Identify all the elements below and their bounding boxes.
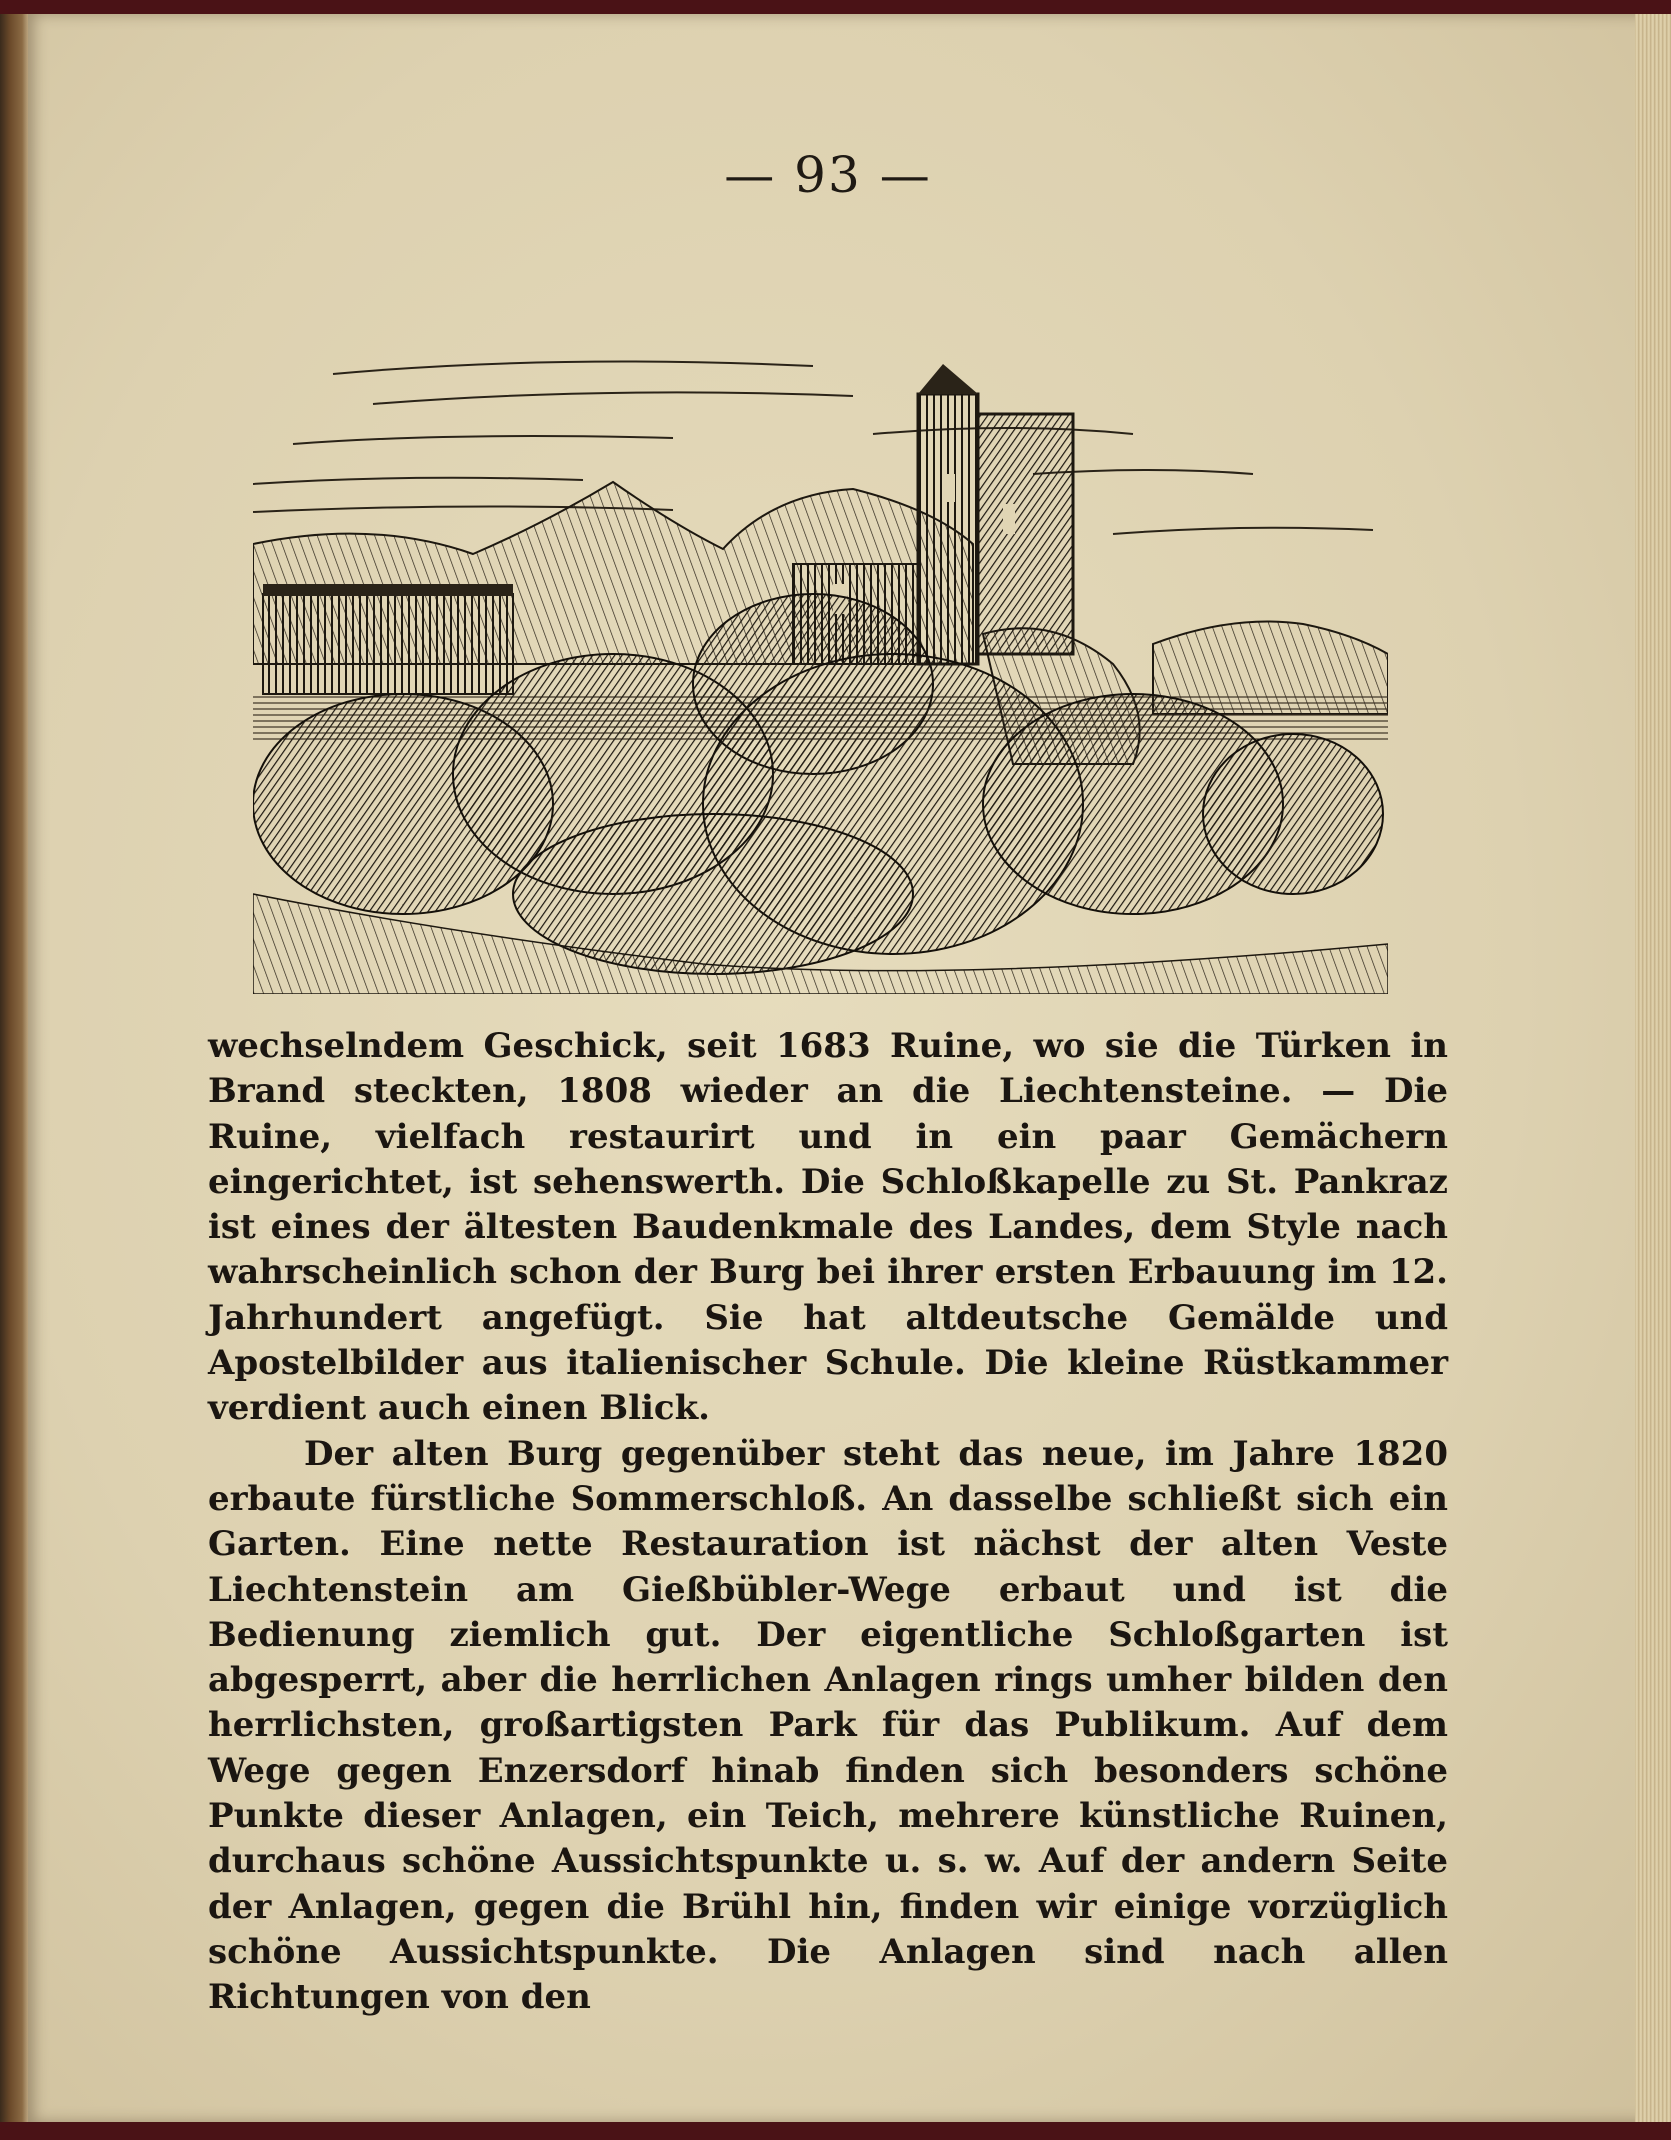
body-text xyxy=(208,1024,1448,2021)
castle-ruin-illustration xyxy=(253,334,1388,994)
paragraph-2: Der alten Burg gegenüber steht das neue, im Jahre 1820 erbaute fürstliche Sommerschloß. An dasselbe schließt sich ein Garten. Eine nette Restauration ist nächst der alten Veste Liechtenstein am Gießbübler-Wege erbaut und ist die Bedienung ziemlich gut. Der eigentliche Schloßgarten ist abgesperrt, aber die herrlichen Anlagen rings umher bilden den herrlichsten, großartigsten Park für das Publikum. Auf dem Wege gegen Enzersdorf hinab finden sich besonders schöne Punkte dieser Anlagen, ein Teich, mehrere künstliche Ruinen, durchaus schöne Aussichtspunkte u. s. w. Auf der andern Seite der Anlagen, gegen die Brühl hin, finden wir einige vorzüglich schöne Aussichtspunkte. Die Anlagen sind nach allen Richtungen von den xyxy=(208,1433,1448,2018)
paragraph-1: wechselndem Geschick, seit 1683 Ruine, wo sie die Türken in Brand steckten, 1808 wieder an die Liechtensteine. — Die Ruine, vielfach restaurirt und in ein paar Gemächern eingerichtet, ist sehenswerth. Die Schloßkapelle zu St. Pankraz ist eines der ältesten Baudenkmale des Landes, dem Style nach wahrscheinlich schon der Burg bei ihrer ersten Erbauung im 12. Jahrhundert angefügt. Sie hat altdeutsche Gemälde und Apostelbilder aus italienischer Schule. Die kleine Rüstkammer verdient auch einen Blick. xyxy=(208,1026,1448,1429)
page-edges xyxy=(1635,14,1671,2122)
palace-building xyxy=(263,584,513,694)
cover-edge-top xyxy=(0,0,1671,14)
page-number: — 93 — xyxy=(724,146,932,204)
cover-edge-bottom xyxy=(0,2122,1671,2140)
book-page xyxy=(28,14,1671,2122)
